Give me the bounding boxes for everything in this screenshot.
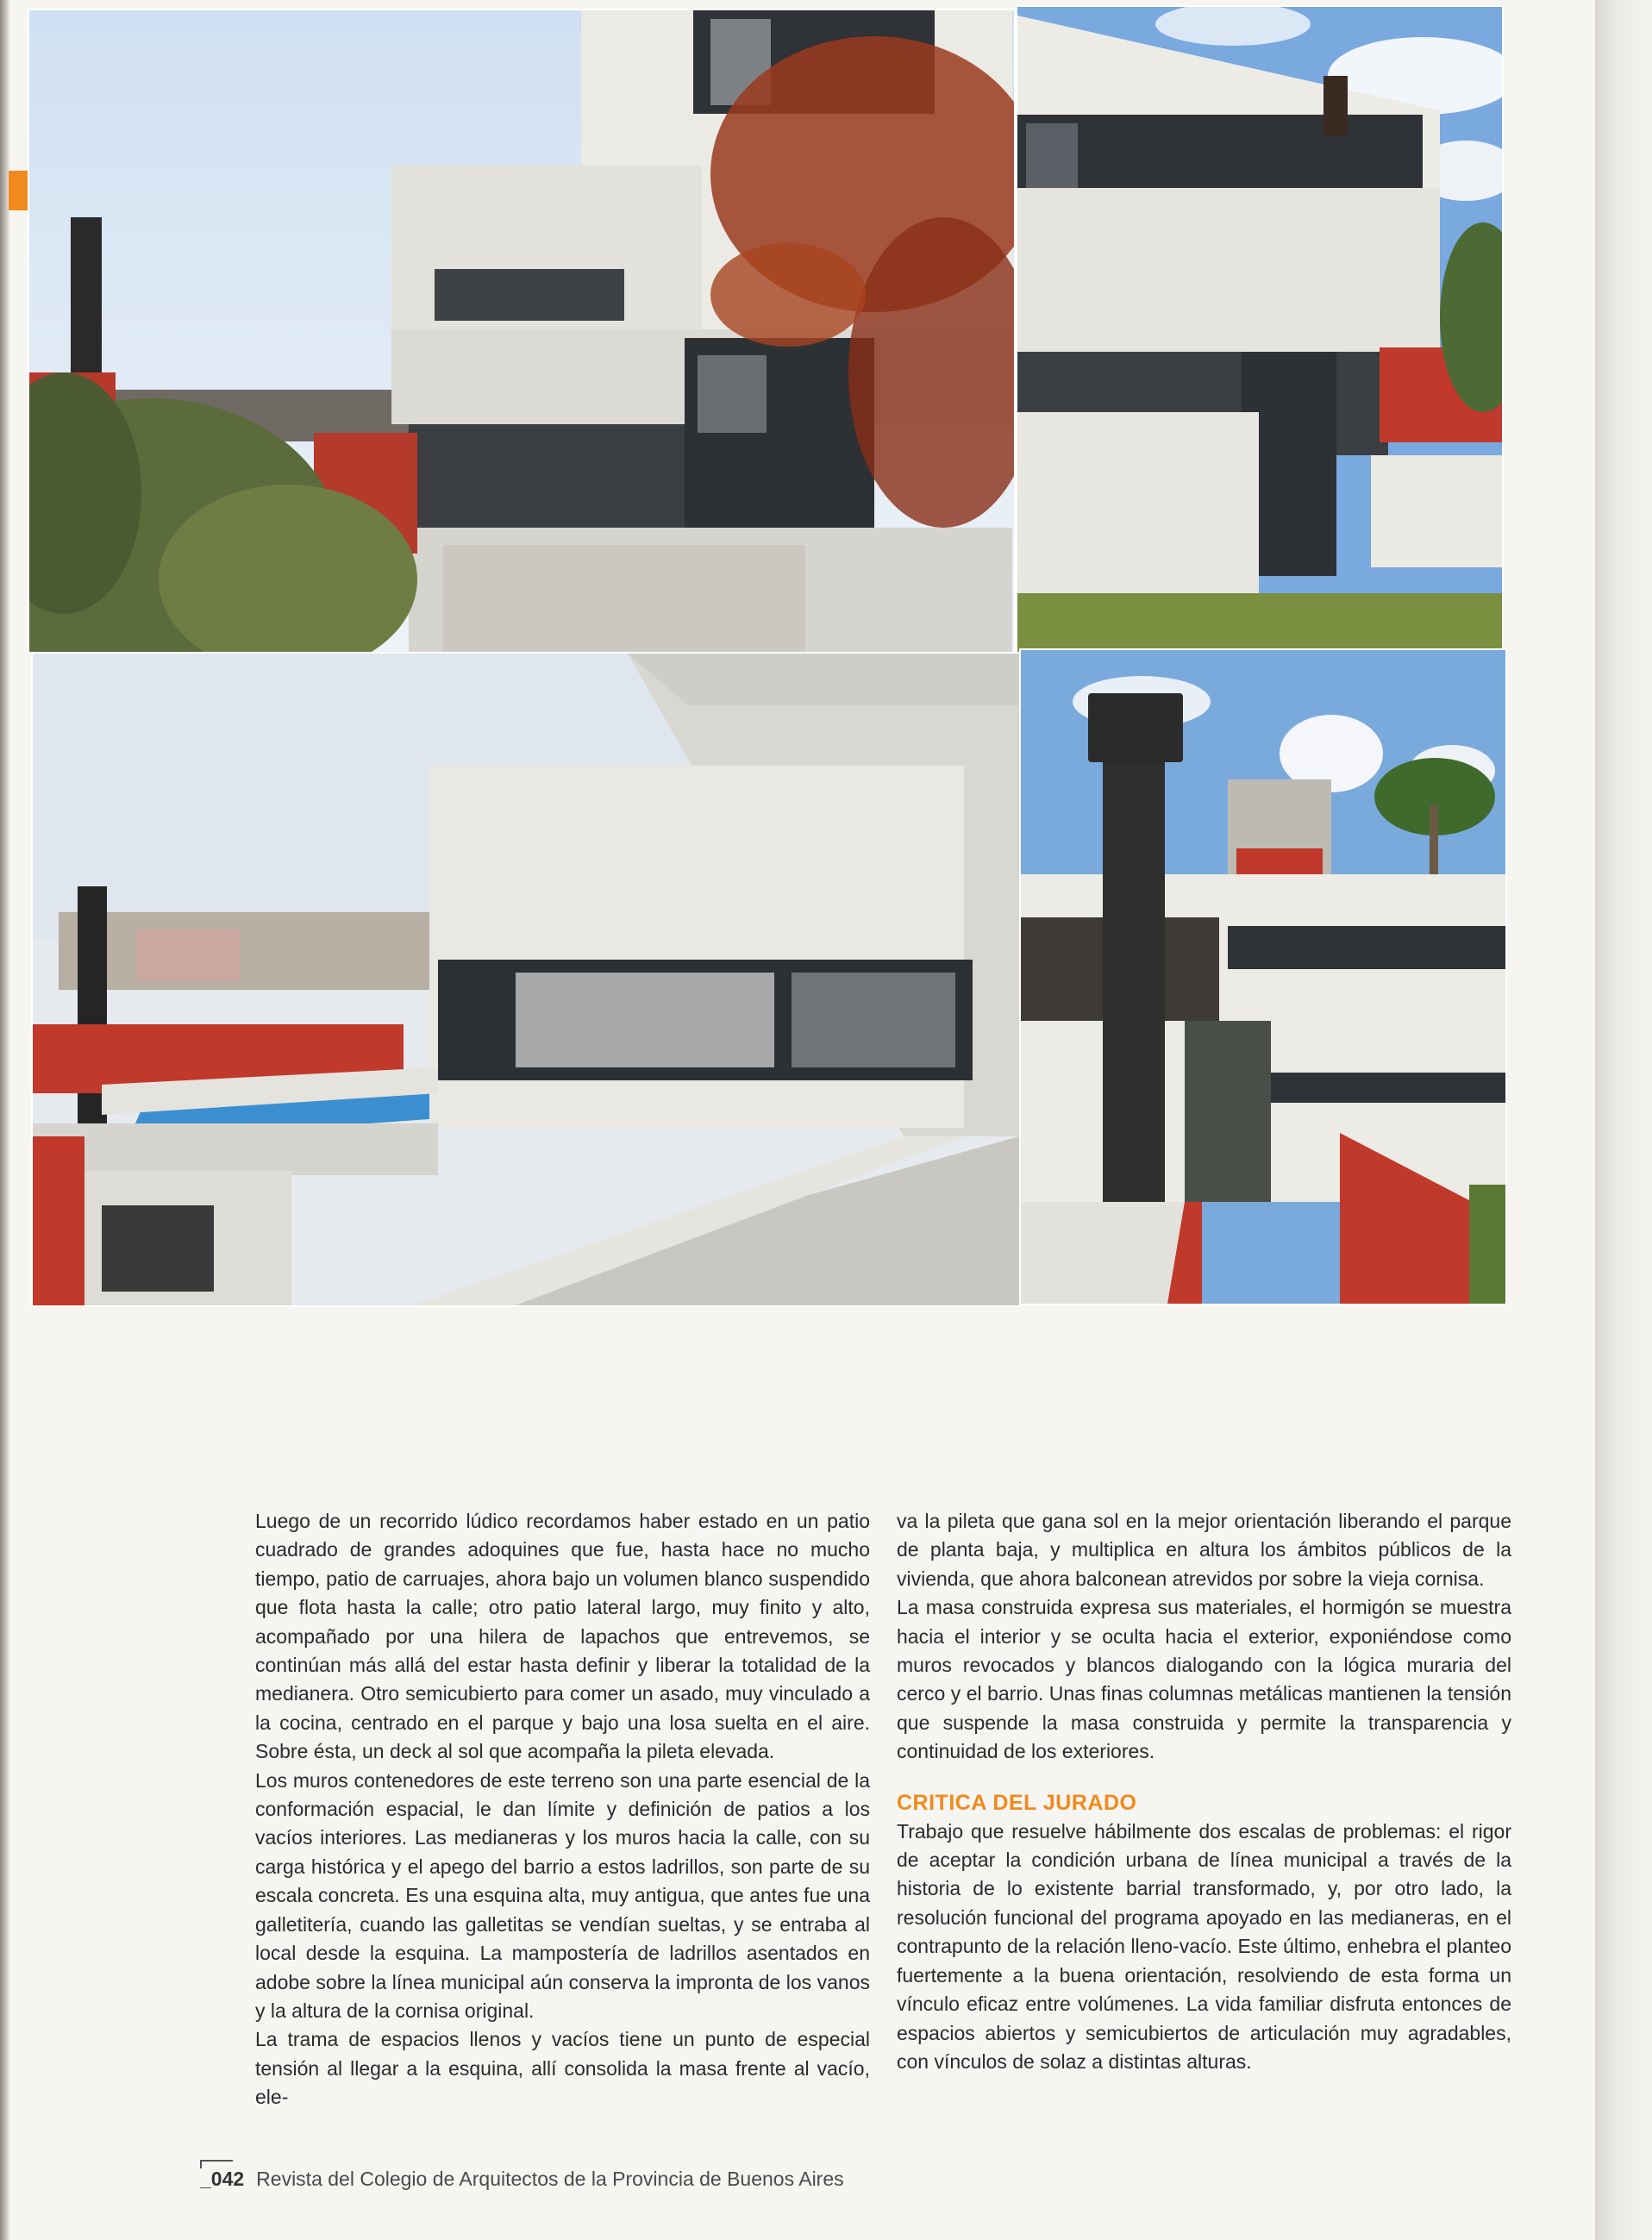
article-paragraph-3: La trama de espacios llenos y vacíos tiene un punto de especial tensión al llegar a la esquina, allí consolida la masa frente al vacío, ele- [255,2028,870,2109]
footer-rule [200,2160,233,2162]
photo-pool-terrace [31,652,1021,1307]
publication-name: Revista del Colegio de Arquitectos de la Provincia de Buenos Aires [256,2168,844,2190]
photo-chimney-courtyard [1019,648,1507,1305]
section-tab-marker [9,171,28,210]
article-paragraph-1: Luego de un recorrido lúdico recordamos haber estado en un patio cuadrado de grandes adoquines que fue, hasta hace no mucho tiempo, patio de carruajes, ahora bajo un volumen blanco suspendido que flota hasta la calle; otro patio lateral largo, muy finito y alto, acompañado por una hilera de lapachos que entrevemos, se continúan más allá del estar hasta definir y liberar la totalidad de la medianera. Otro semicubierto para comer un asado, muy vinculado a la cocina, centrado en el parque y bajo una losa suelta en el aire. Sobre ésta, un deck al sol que acompaña la pileta elevada. [255,1510,870,1763]
article-left-column [255,1507,870,2112]
article-paragraph-4: va la pileta que gana sol en la mejor orientación liberando el parque de planta baja, y multiplica en altura los ámbitos públicos de la vivienda, que ahora balconean atrevidos por sobre la vieja cornisa. [897,1510,1511,1590]
article-right-column [897,1507,1511,2076]
jury-critique-heading: CRITICA DEL JURADO [897,1790,1137,1815]
article-paragraph-5: La masa construida expresa sus materiales, el hormigón se muestra hacia el interior y se oculta hacia el exterior, exponiéndose como muros revocados y blancos dialogando con la lógica muraria del cerco y el barrio. Unas finas columnas metálicas mantienen la tensión que suspende la masa construida y permite la transparencia y continuidad de los exteriores. [897,1596,1511,1763]
article-paragraph-2: Los muros contenedores de este terreno son una parte esencial de la conformación espacial, le dan límite y definición de patios a los vacíos interiores. Las medianeras y los muros hacia la calle, con su carga histórica y el apego del barrio a estos ladrillos, son parte de su escala concreta. Es una esquina alta, muy antigua, que antes fue una galletitería, cuando las galletitas se vendían sueltas, y se entraba al local desde la esquina. La mampostería de ladrillos asentados en adobe sobre la línea municipal aún conserva la impronta de los vanos y la altura de la cornisa original. [255,1768,870,2022]
photo-house-facade-tree [28,9,1016,654]
photo-white-volume-sky [1016,5,1504,654]
page-footer [200,2168,844,2191]
page-number: _042 [200,2168,245,2190]
facing-page-edge [1595,0,1652,2240]
page-binding-shadow [0,0,10,2240]
jury-critique-paragraph: Trabajo que resuelve hábilmente dos escalas de problemas: el rigor de aceptar la condición urbana de línea municipal a través de la historia de lo existente barrial transformado, y, por otro lado, la resolución funcional del programa apoyado en las medianeras, en el contrapunto de la relación lleno-vacío. Este último, enhebra el planteo fuertemente a la buena orientación, resolviendo de esta forma un vínculo eficaz entre volúmenes. La vida familiar disfruta entonces de espacios abiertos y semicubiertos de articulación muy agradables, con vínculos de solaz a distintas alturas. [897,1819,1511,2073]
